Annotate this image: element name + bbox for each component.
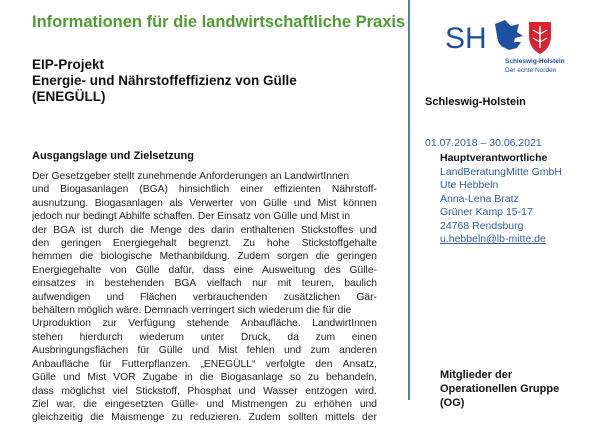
contact-organization: LandBeratungMitte GmbH — [440, 165, 562, 178]
contact-person: Anna-Lena Bratz — [440, 192, 519, 205]
body-text-line: einsatzes in bestehenden BGA vielfach nur mit teuren, baulich — [32, 278, 377, 290]
email-link[interactable]: u.hebbeln@lb-mitte.de — [440, 233, 546, 245]
logo-name: Schleswig-Holstein — [505, 58, 565, 65]
region-label: Schleswig-Holstein — [425, 96, 526, 108]
sh-logo-letters: SH — [445, 22, 487, 55]
members-heading — [440, 368, 559, 410]
body-text-line: hemmen die biologische Methanbildung. Zudem sorgen die geringen — [32, 251, 377, 263]
sh-logo — [445, 18, 575, 78]
column-divider — [408, 0, 410, 400]
body-text-line: der BGA ist durch die Menge des darin enthaltenen Stickstoffes und — [32, 224, 377, 236]
body-text-line: Ziel war, die eingesetzten Gülle- und Mistmengen zu erhöhen und — [32, 398, 377, 410]
project-type: EIP-Projekt — [32, 57, 105, 72]
body-text-line: jedoch nur bedingt Abhilfe schaffen. Der Einsatz von Gülle und Mist in — [32, 211, 351, 223]
nettle-leaf-icon — [529, 22, 551, 54]
body-text-line: ausnutzung. Biogasanlagen als Verwerter von Gülle und Mist können — [32, 197, 377, 209]
project-acronym: (ENEGÜLL) — [32, 89, 106, 104]
body-text-line: Ausbringungsflächen für Gülle und Mist fehlen und zum anderen — [32, 345, 377, 357]
page-title: Informationen für die landwirtschaftliche Praxis — [32, 13, 406, 31]
logo-tagline: Der echte Norden — [505, 67, 557, 74]
section-heading: Ausgangslage und Zielsetzung — [32, 150, 194, 162]
body-text-line: behältern möglich wäre. Demnach verringert sich wiederum die für die — [32, 305, 352, 317]
project-period: 01.07.2018 – 30.06.2021 — [425, 137, 542, 149]
lead-label: Hauptverantwortliche — [440, 152, 548, 164]
body-text-line: gleichzeitig die Maismenge zu reduzieren. Zudem sollten mittels der — [32, 412, 377, 424]
body-text-line: aufwendigen und Flächen verbrauchenden zusätzlichen Gär- — [32, 291, 377, 303]
body-text-line: Gülle und Mist VOR Zugabe in die Biogasanlage so zu behandeln, — [32, 372, 377, 384]
body-text-line: und Biogasanlagen (BGA) hinsichtlich einer effizienten Nährstoff- — [32, 184, 377, 196]
contact-block — [440, 152, 562, 247]
body-text-line: Energiegehalte von Gülle dafür, dass eine Ausweitung des Gülle- — [32, 264, 377, 276]
members-line: (OG) — [440, 397, 465, 409]
contact-street: Grüner Kamp 15-17 — [440, 206, 533, 218]
body-text-line: Anbaufläche für Futterpflanzen. „ENEGÜLL“ verfolgte den Ansatz, — [32, 358, 377, 370]
body-text-line: den geringen Energiegehalt begrenzt. Zu hohe Stickstoffgehalte — [32, 238, 377, 250]
project-name: Energie- und Nährstoffeffizienz von Gülle — [32, 73, 297, 88]
members-line: Mitglieder der — [440, 369, 513, 381]
body-text-line: Urproduktion zur Verfügung stehende Anbaufläche. LandwirtInnen — [32, 318, 377, 330]
body-text-line: dass möglichst viel Stickstoff, Phosphat und Wasser entzogen wird. — [32, 385, 377, 397]
body-paragraph — [32, 170, 377, 425]
body-text-line: Der Gesetzgeber stellt zunehmende Anforderungen an LandwirtInnen — [32, 171, 350, 182]
members-line: Operationellen Gruppe — [440, 383, 560, 395]
project-title-block — [32, 57, 372, 105]
lions-icon — [495, 20, 523, 50]
body-text-line: stehen hierdurch wiederum unter Druck, da zum einen — [32, 331, 377, 343]
contact-city: 24768 Rendsburg — [440, 219, 524, 232]
contact-person: Ute Hebbeln — [440, 179, 499, 191]
